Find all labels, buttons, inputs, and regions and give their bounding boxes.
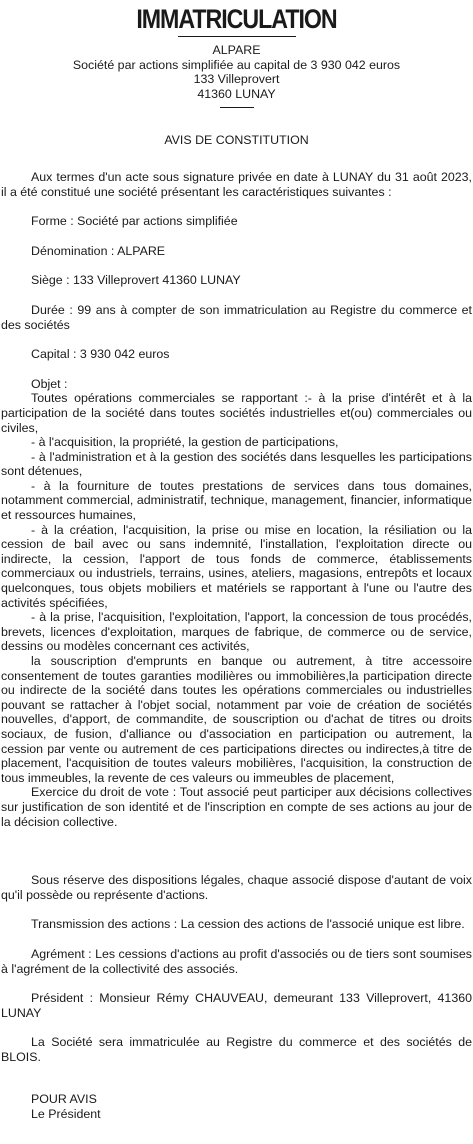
transmission-paragraph: Transmission des actions : La cession des actions de l'associé unique est libre. [31,917,465,932]
immatriculation-paragraph: La Société sera immatriculée au Registre du commerce et des sociétés de BLOIS. [1,1035,472,1064]
closing-pour-avis: POUR AVIS [31,1092,97,1107]
title-divider [178,36,296,37]
objet-label: Objet : [31,376,68,391]
voix-paragraph: Sous réserve des dispositions légales, chaque associé dispose d'autant de voix qu'il possède ou représente d'actions. [1,873,472,902]
page-title: IMMATRICULATION [136,4,337,34]
exercice-droit-vote: Exercice du droit de vote : Tout associé peut participer aux décisions collectives sur justification de son identité et de l'inscription en compte de ses actions au jour de la décision collective. [1,785,472,829]
company-address-line-2: 41360 LUNAY [197,86,276,101]
agrement-paragraph: Agrément : Les cessions d'actions au profit d'associés ou de tiers sont soumises à l'agrément de la collectivité des associés. [1,946,472,976]
duree-paragraph: Durée : 99 ans à compter de son immatriculation au Registre du commerce et des sociétés [1,302,472,332]
objet-item: - à la fourniture de toutes prestations de services dans tous domaines, notamment commercial, administratif, technique, management, financier, informatique et ressources humaines, [1,478,472,523]
forme-paragraph: Forme : Société par actions simplifiée [31,214,238,229]
header-divider [220,107,254,108]
objet-item: Toutes opérations commerciales se rapportant :- à la prise d'intérêt et à la participation de la société dans toutes sociétés industrielles et(ou) commerciales ou civiles, [1,391,472,435]
company-address-line-1: 133 Villeprovert [193,72,280,87]
denomination-paragraph: Dénomination : ALPARE [31,243,166,258]
notice-body [1,170,472,1122]
company-name: ALPARE [212,43,261,57]
company-form-line: Société par actions simplifiée au capital de 3 930 042 euros [72,57,401,72]
objet-item: la souscription d'emprunts en banque ou autrement, à titre accessoire consentement de toutes garanties modilières ou immobilières,la participation directe ou indirecte de la société dans toutes les opérations commerciales ou industrielles pouvant se rattacher à l'objet social, notamment par voie de création de sociétés nouvelles, d'apport, de commandite, de souscription ou d'achat de titres ou droits sociaux, de fusion, d'alliance ou d'association en participation ou autrement, la cession par vente ou autrement de ces participations directes ou indirectes,à titre de placement, l'acquisition de toutes valeurs mobilières, l'acquisition, la construction de tous immeubles, la revente de ces valeurs ou immeubles de placement, [1,654,472,785]
siege-paragraph: Siège : 133 Villeprovert 41360 LUNAY [31,273,241,288]
objet-item: - à la création, l'acquisition, la prise ou mise en location, la résiliation ou la cession de bail avec ou sans indemnité, l'installation, l'exploitation directe ou indirecte, la cession, l'apport de tous fonds de commerce, établissements commerciaux ou industriels, terrains, usines, ateliers, magasions, entrepôts et locaux quelconques, tous objets mobiliers et matériels se rapportant à l'une ou l'autre des activités spécifiées, [1,522,472,610]
intro-paragraph: Aux termes d'un acte sous signature privée en date à LUNAY du 31 août 2023, il a été constitué une société présentant les caractéristiques suivantes : [1,169,472,199]
closing-signatory: Le Président [31,1107,101,1122]
capital-paragraph: Capital : 3 930 042 euros [31,347,170,362]
notice-title: AVIS DE CONSTITUTION [164,133,309,148]
objet-item: - à la prise, l'acquisition, l'exploitation, l'apport, la concession de tous procédés, brevets, licences d'exploitation, marques de fabrique, de commerce ou de service, dessins ou modèles concernant ces activités, [1,610,472,654]
legal-notice-page [0,4,473,1144]
objet-item: - à l'administration et à la gestion des sociétés dans lesquelles les participations sont détenues, [1,449,472,479]
president-paragraph: Président : Monsieur Rémy CHAUVEAU, demeurant 133 Villeprovert, 41360 LUNAY [1,991,472,1020]
objet-item: - à l'acquisition, la propriété, la gestion de participations, [31,435,339,450]
